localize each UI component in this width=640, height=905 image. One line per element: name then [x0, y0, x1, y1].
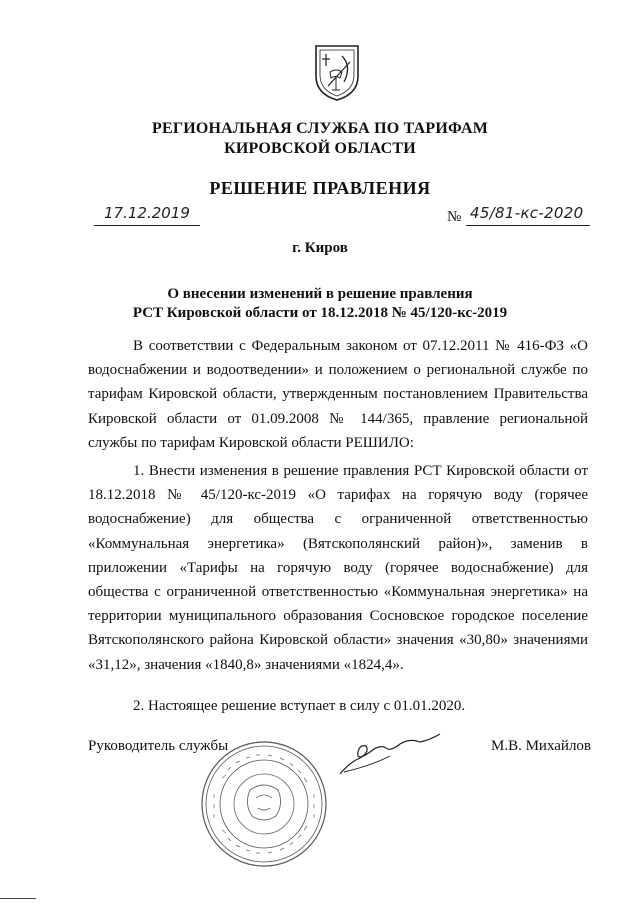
signer-position: Руководитель службы: [88, 738, 229, 754]
paragraph-preamble: [88, 334, 588, 455]
paragraph-item-1: [88, 459, 588, 677]
paragraph-item-2-text: 2. Настоящее решение вступает в силу с 01.01.2020.: [133, 698, 466, 714]
official-seal-icon: [198, 738, 330, 870]
paragraph-item-2: [88, 694, 588, 718]
coat-of-arms-icon: [312, 42, 362, 102]
signer-name: М.В. Михайлов: [491, 738, 592, 754]
scan-edge-mark: [0, 898, 36, 899]
document-title: РЕШЕНИЕ ПРАВЛЕНИЯ: [209, 178, 431, 198]
paragraph-item-1-text: 1. Внести изменения в решение правления РСТ Кировской области от 18.12.2018 № 45/120-кс-2019 «О тарифах на горячую воду (горячее водоснабжение) для общества с ограниченной ответственностью «Коммунальная энергетика» (Вятскополянский район)», заменив в приложении «Тарифы на горячую воду (горячее водоснабжение) для общества с ограниченной ответственностью «Коммунальная энергетика» на территории муниципального образования Сосновское городское поселение Вятскополянского района Кировской области» значения «30,80» значениями «31,12», значения «1840,8» значениями «1824,4».: [88, 463, 588, 673]
paragraph-preamble-text: В соответствии с Федеральным законом от 07.12.2011 № 416-ФЗ «О водоснабжении и водоотведении» и положением о региональной службе по тарифам Кировской области, утвержденным постановлением Правительства Кировской области от 01.09.2008 № 144/365, правление региональной службы по тарифам Кировской области РЕШИЛО:: [88, 338, 588, 451]
organization-name-line2: КИРОВСКОЙ ОБЛАСТИ: [224, 140, 416, 157]
document-number: 45/81-кс-2020: [470, 204, 584, 222]
handwritten-signature: [330, 722, 450, 782]
organization-name-line1: РЕГИОНАЛЬНАЯ СЛУЖБА ПО ТАРИФАМ: [151, 120, 489, 137]
document-date: 17.12.2019: [104, 204, 190, 222]
number-sign: №: [447, 209, 462, 225]
subject-line1: О внесении изменений в решение правления: [167, 286, 473, 302]
subject-line2: РСТ Кировской области от 18.12.2018 № 45/120-кс-2019: [132, 305, 508, 321]
city: г. Киров: [292, 240, 348, 256]
